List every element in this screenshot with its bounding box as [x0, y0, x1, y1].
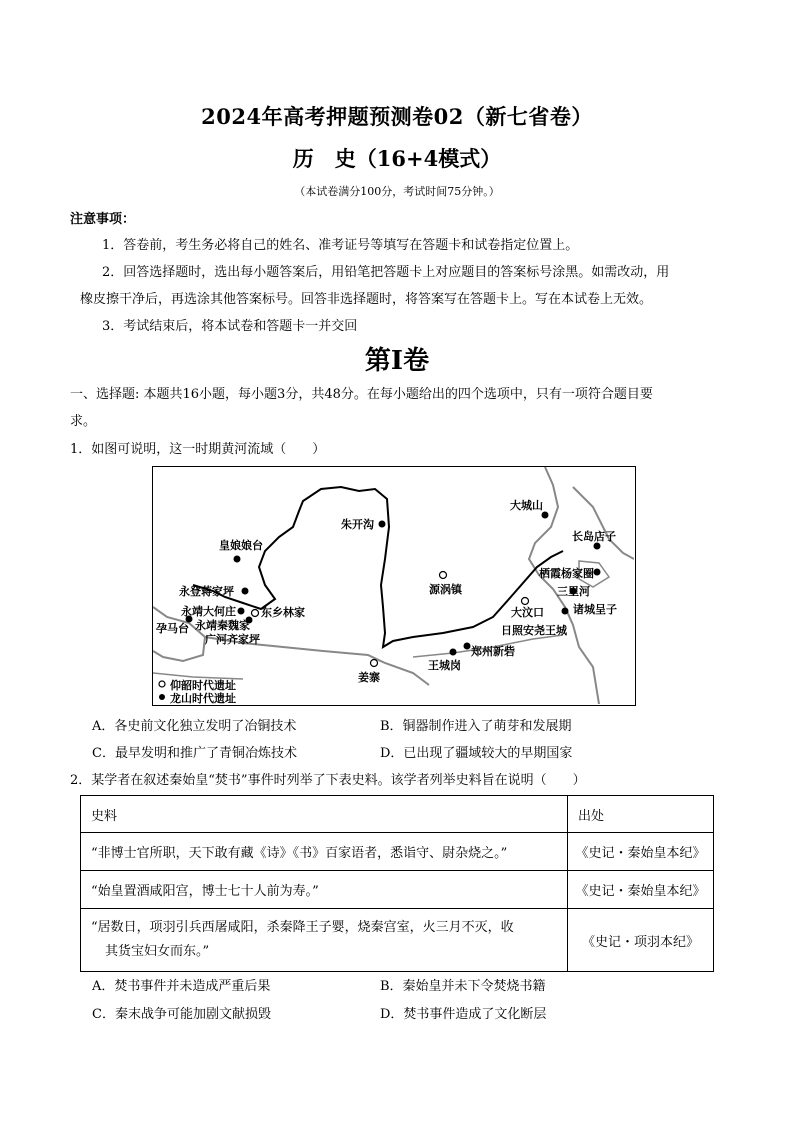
question-1-stem: 1．如图可说明，这一时期黄河流域（ ） [70, 442, 326, 457]
q2-option-d[interactable]: D．焚书事件造成了文化断层 [380, 1007, 547, 1022]
site-label: 东乡林家 [261, 606, 305, 619]
site-label: 永靖大何庄 [181, 605, 236, 618]
q2-option-a[interactable]: A．焚书事件并未造成严重后果 [92, 979, 271, 994]
legend-longshan: 龙山时代遗址 [170, 692, 236, 705]
table-row [81, 909, 714, 972]
subject-title: 历 史（16+4模式） [292, 146, 502, 171]
table-row [81, 833, 714, 871]
q1-option-a[interactable]: A．各史前文化独立发明了冶铜技术 [92, 719, 297, 734]
yellow-river-map [152, 466, 636, 706]
site-linjia-marker [252, 610, 259, 617]
notice-item-2: 2．回答选择题时，选出每小题答案后，用铅笔把答题卡上对应题目的答案标号涂黑。如需改动，用 [102, 265, 670, 280]
site-jiangzhai-marker [371, 660, 378, 667]
site-xinzhai-marker [464, 643, 471, 650]
page-title: 2024年高考押题预测卷02（新七省卷） [201, 104, 593, 129]
table-header-origin: 出处 [568, 796, 714, 833]
table-cell-origin: 《史记・项羽本纪》 [568, 909, 714, 972]
site-label: 广河齐家坪 [205, 633, 260, 646]
site-label: 永靖秦魏家 [195, 619, 250, 632]
site-label: 三里河 [557, 585, 590, 598]
part-title: 第Ⅰ卷 [364, 346, 430, 376]
site-label: 栖霞杨家圈 [539, 567, 594, 580]
notice-item-2-cont: 橡皮擦干净后，再选涂其他答案标号。回答非选择题时，将答案写在答题卡上。写在本试卷上无效。 [80, 292, 653, 307]
table-row [81, 871, 714, 909]
site-label: 姜寨 [358, 671, 380, 684]
site-label: 源涡镇 [429, 583, 462, 596]
site-chengzi-marker [562, 608, 569, 615]
site-label: 皇娘娘台 [219, 539, 263, 552]
table-cell-source-line1: “居数日，项羽引兵西屠咸阳，杀秦降王子婴，烧秦宫室，火三月不灭，收 [91, 920, 514, 935]
q1-option-d[interactable]: D．已出现了疆域较大的早期国家 [380, 746, 573, 761]
site-label: 诸城呈子 [573, 603, 617, 616]
site-label: 朱开沟 [341, 518, 374, 531]
site-label: 孕马台 [156, 622, 189, 635]
question-2-stem: 2．某学者在叙述秦始皇“焚书”事件时列举了下表史料。该学者列举史料旨在说明（ ） [70, 773, 586, 788]
notice-heading: 注意事项： [70, 212, 136, 227]
site-label: 永登蒋家坪 [179, 585, 234, 598]
section-instructions: 一、选择题: 本题共16小题，每小题3分，共48分。在每小题给出的四个选项中，只有一项符合题目要 [70, 387, 653, 402]
table-header-source: 史料 [81, 796, 568, 833]
site-label: 郑州新砦 [471, 645, 515, 658]
table-cell-origin: 《史记・秦始皇本纪》 [568, 871, 714, 909]
site-label: 长岛店子 [572, 530, 616, 543]
site-label: 大城山 [510, 499, 543, 512]
notice-item-3: 3．考试结束后，将本试卷和答题卡一并交回 [102, 319, 358, 334]
q2-option-c[interactable]: C．秦末战争可能加剧文献损毁 [92, 1007, 271, 1022]
q2-option-b[interactable]: B．秦始皇并未下令焚烧书籍 [380, 979, 546, 994]
table-cell-source [81, 909, 568, 972]
table-cell-source: “非博士官所职，天下敢有藏《诗》《书》百家语者，悉诣守、尉杂烧之。” [81, 833, 568, 871]
table-cell-source-line2: 其货宝妇女而东。” [105, 944, 210, 959]
source-table [80, 795, 714, 972]
table-cell-origin: 《史记・秦始皇本纪》 [568, 833, 714, 871]
legend-yangshao: 仰韶时代遗址 [170, 679, 236, 692]
site-label: 王城岗 [428, 659, 461, 672]
q1-option-b[interactable]: B．铜器制作进入了萌芽和发展期 [380, 719, 572, 734]
table-header-row [81, 796, 714, 833]
site-label: 日照安尧王城 [501, 624, 567, 637]
section-instructions-cont: 求。 [70, 414, 97, 429]
table-cell-source: “始皇置酒咸阳宫，博士七十人前为寿。” [81, 871, 568, 909]
site-zhukaigou-marker [379, 521, 386, 528]
site-huangniangniangtai-marker [234, 556, 241, 563]
site-yangjiaquan-marker [594, 569, 601, 576]
exam-note: （本试卷满分100分，考试时间75分钟。） [294, 185, 500, 198]
q1-option-c[interactable]: C．最早发明和推广了青铜冶炼技术 [92, 746, 297, 761]
site-dahezhuang-marker [238, 608, 245, 615]
notice-item-1: 1．答卷前，考生务必将自己的姓名、准考证号等填写在答题卡和试卷指定位置上。 [102, 238, 579, 253]
site-label: 大汶口 [511, 606, 544, 619]
site-yongdeng-marker [242, 588, 249, 595]
site-wangchenggang-marker [450, 649, 457, 656]
site-yuanwozhen-marker [440, 572, 447, 579]
